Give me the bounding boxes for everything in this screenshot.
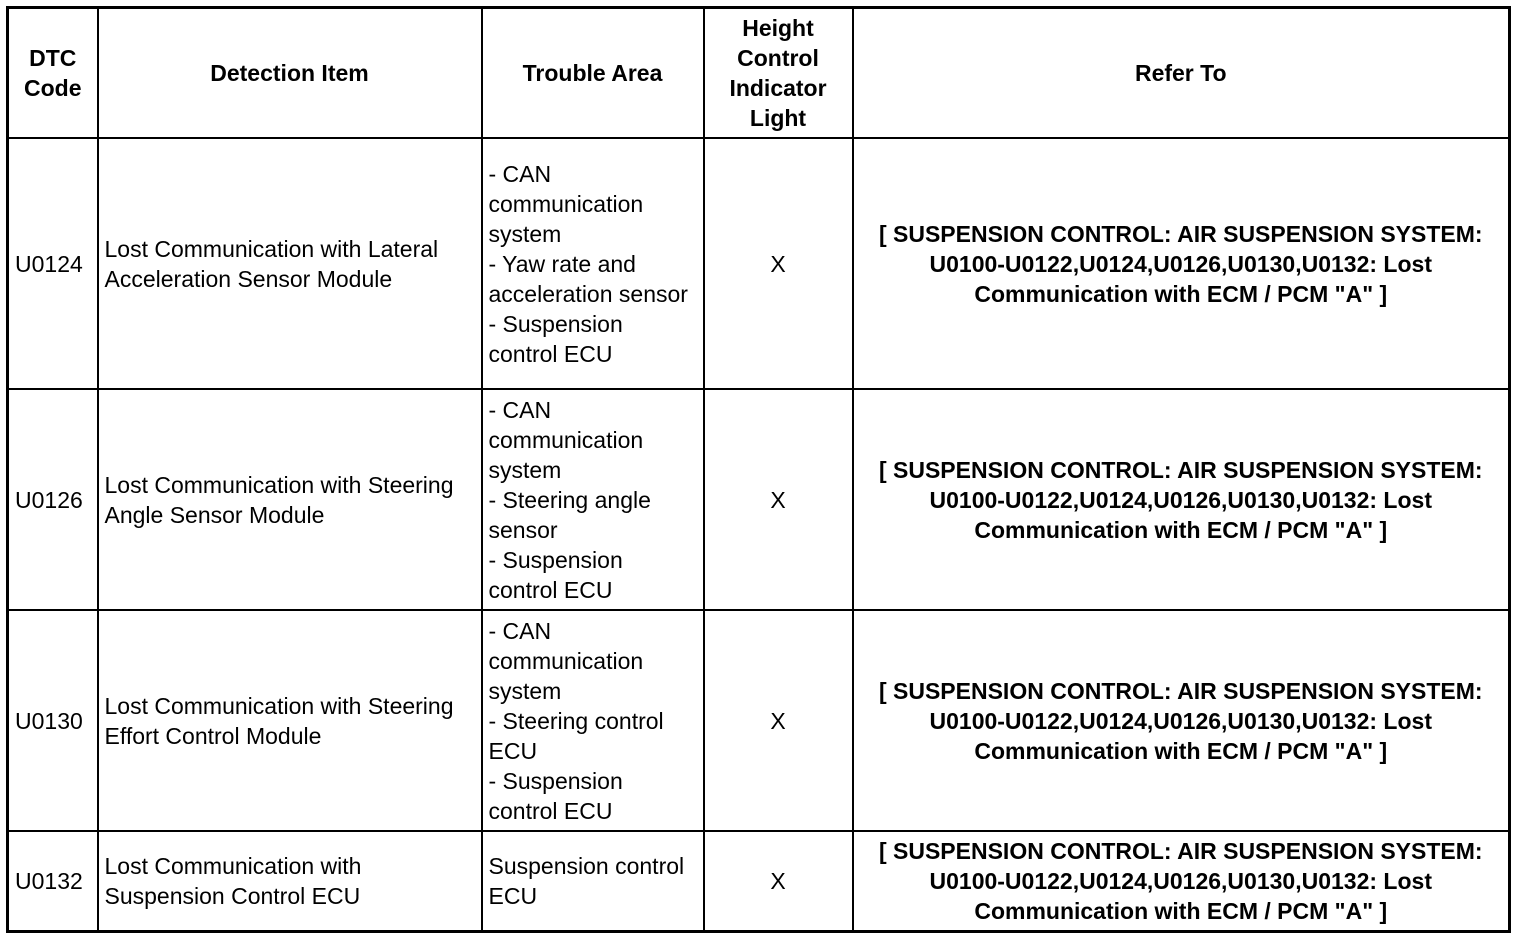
trouble-area-line: - Steering control ECU [488, 707, 664, 764]
trouble-area-cell [482, 610, 704, 831]
trouble-area-cell [482, 389, 704, 610]
table-row [8, 138, 1510, 389]
table-row [8, 831, 1510, 932]
dtc-table [6, 6, 1511, 933]
trouble-area-line: - Suspension control ECU [488, 767, 623, 824]
header-dtc-code-line: Code [24, 75, 82, 101]
trouble-area-line: - CAN communication system [488, 617, 644, 704]
header-row [8, 8, 1510, 139]
header-trouble-area: Trouble Area [482, 8, 704, 139]
trouble-area-line: Suspension control ECU [488, 853, 685, 909]
table-row [8, 610, 1510, 831]
detection-item-cell: Lost Communication with Steering Angle Sensor Module [98, 389, 482, 610]
refer-to-link[interactable]: [ SUSPENSION CONTROL: AIR SUSPENSION SYSTEM: U0100-U0122,U0124,U0126,U0130,U0132: Lost Communication with ECM / PCM "A" ] [853, 610, 1510, 831]
trouble-area-line: - Suspension control ECU [488, 546, 623, 603]
trouble-area-line: - CAN communication system [488, 160, 644, 247]
header-dtc-code [8, 8, 98, 139]
indicator-light-cell: X [704, 831, 853, 932]
dtc-code-cell: U0130 [8, 610, 98, 831]
refer-to-link[interactable]: [ SUSPENSION CONTROL: AIR SUSPENSION SYSTEM: U0100-U0122,U0124,U0126,U0130,U0132: Lost Communication with ECM / PCM "A" ] [853, 138, 1510, 389]
refer-to-link[interactable]: [ SUSPENSION CONTROL: AIR SUSPENSION SYSTEM: U0100-U0122,U0124,U0126,U0130,U0132: Lost Communication with ECM / PCM "A" ] [853, 389, 1510, 610]
header-indicator-light-line: Height [742, 15, 814, 41]
trouble-area-cell [482, 831, 704, 932]
header-indicator-light [704, 8, 853, 139]
indicator-light-cell: X [704, 389, 853, 610]
header-dtc-code-line: DTC [29, 45, 77, 71]
dtc-code-cell: U0132 [8, 831, 98, 932]
dtc-code-cell: U0124 [8, 138, 98, 389]
refer-to-link[interactable]: [ SUSPENSION CONTROL: AIR SUSPENSION SYSTEM: U0100-U0122,U0124,U0126,U0130,U0132: Lost Communication with ECM / PCM "A" ] [853, 831, 1510, 932]
trouble-area-cell [482, 138, 704, 389]
indicator-light-cell: X [704, 610, 853, 831]
detection-item-cell: Lost Communication with Suspension Control ECU [98, 831, 482, 932]
dtc-code-cell: U0126 [8, 389, 98, 610]
trouble-area-line: - Steering angle sensor [488, 486, 651, 543]
detection-item-cell: Lost Communication with Lateral Acceleration Sensor Module [98, 138, 482, 389]
trouble-area-line: - Suspension control ECU [488, 310, 623, 367]
indicator-light-cell: X [704, 138, 853, 389]
header-indicator-light-line: Light [749, 105, 807, 131]
trouble-area-line: - CAN communication system [488, 396, 644, 483]
header-detection-item: Detection Item [98, 8, 482, 139]
header-indicator-light-line: Indicator [729, 75, 827, 101]
header-refer-to: Refer To [853, 8, 1510, 139]
detection-item-cell: Lost Communication with Steering Effort Control Module [98, 610, 482, 831]
trouble-area-line: - Yaw rate and acceleration sensor [488, 250, 688, 307]
header-indicator-light-line: Control [737, 45, 819, 71]
table-row [8, 389, 1510, 610]
